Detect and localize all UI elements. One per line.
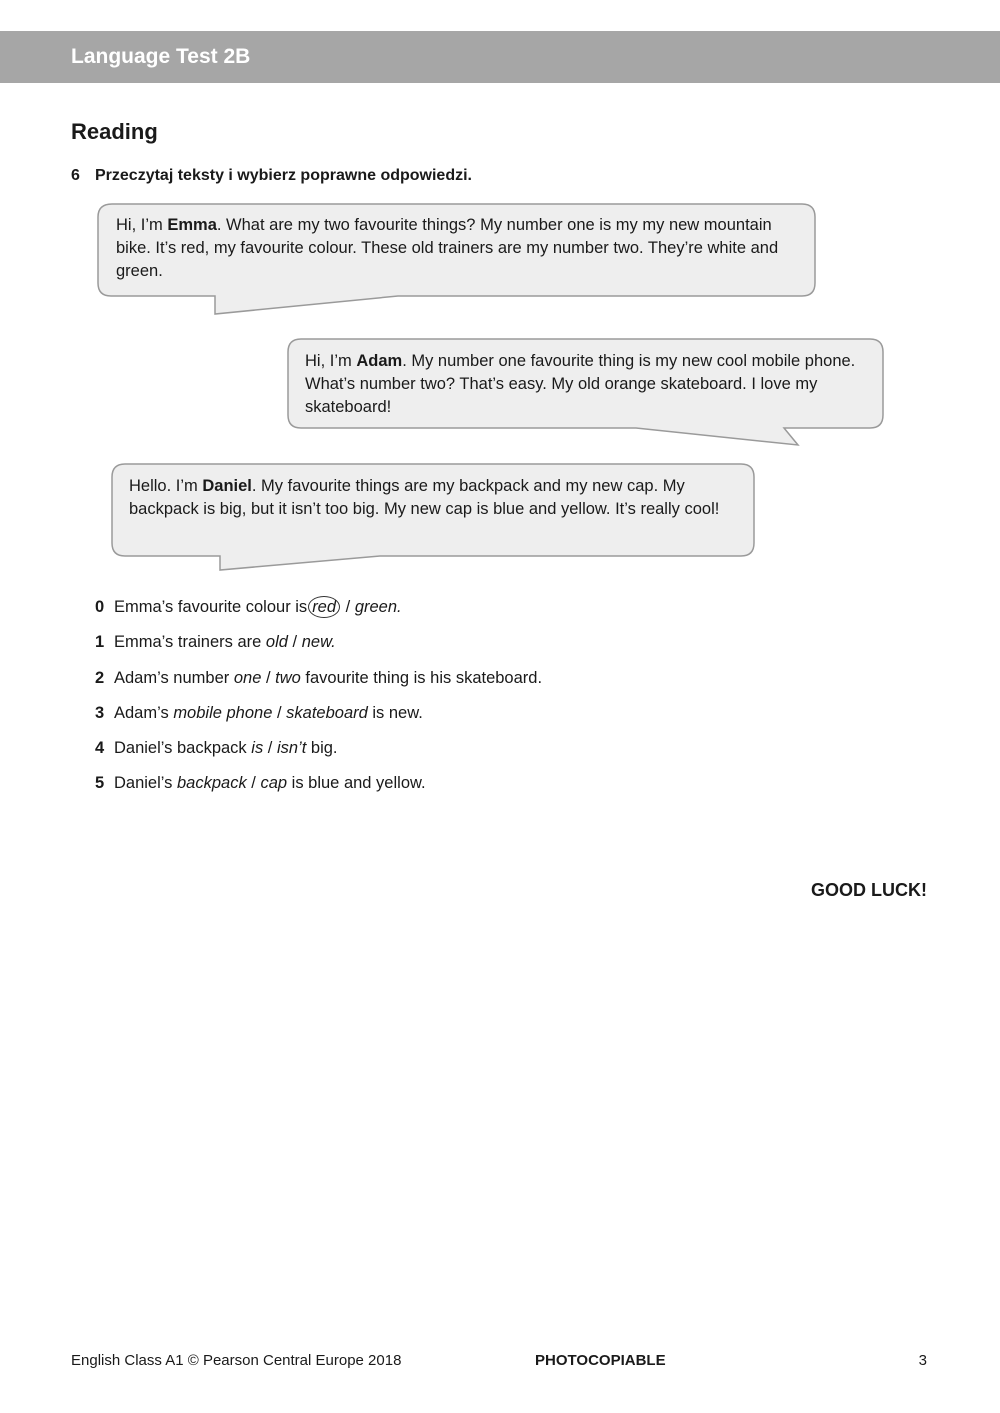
- answer-option[interactable]: one: [233, 668, 262, 687]
- page-number: 3: [918, 1352, 927, 1369]
- answer-option-selected[interactable]: red: [308, 596, 340, 618]
- question-item: 0 Emma’s favourite colour is red / green.: [95, 598, 402, 616]
- answer-option[interactable]: is: [251, 739, 264, 758]
- question-item: 4 Daniel’s backpack is / isn’t big.: [95, 739, 338, 758]
- speaker-name: Adam: [356, 352, 403, 370]
- question-item: 1 Emma’s trainers are old / new.: [95, 633, 336, 652]
- speech-bubble-adam: Hi, I’m Adam. My number one favourite thing is my new cool mobile phone. What’s number two? That’s easy. My old orange skateboard. I love my skateboard!: [305, 352, 856, 416]
- speech-bubble-daniel: Hello. I’m Daniel. My favourite things are my backpack and my new cap. My backpack is big, but it isn’t too big. My new cap is blue and yellow. It’s really cool!: [129, 477, 720, 518]
- question-item: 5 Daniel’s backpack / cap is blue and yellow.: [95, 774, 426, 793]
- footer-photocopiable: PHOTOCOPIABLE: [535, 1352, 666, 1369]
- exercise-number: 6: [71, 167, 80, 184]
- page-title: Language Test 2B: [71, 45, 251, 68]
- footer-copyright: English Class A1 © Pearson Central Europe 2018: [71, 1352, 402, 1369]
- speech-bubble-emma: Hi, I’m Emma. What are my two favourite things? My number one is my my new mountain bike. It’s red, my favourite colour. These old trainers are my number two. They’re white and green.: [116, 216, 779, 280]
- footer: [0, 1351, 1000, 1371]
- question-item: 2 Adam’s number one / two favourite thing is his skateboard.: [95, 668, 543, 687]
- answer-option[interactable]: green.: [354, 598, 402, 616]
- answer-option[interactable]: isn’t: [276, 739, 307, 758]
- answer-option[interactable]: cap: [260, 774, 288, 793]
- answer-option[interactable]: mobile phone: [173, 703, 273, 722]
- section-title: Reading: [71, 119, 158, 144]
- question-list: [95, 596, 542, 808]
- answer-option[interactable]: old: [265, 633, 288, 652]
- question-item: 3 Adam’s mobile phone / skateboard is new.: [95, 703, 423, 722]
- answer-option[interactable]: two: [275, 668, 301, 687]
- answer-option[interactable]: skateboard: [286, 703, 368, 722]
- speaker-name: Daniel: [202, 477, 252, 495]
- answer-option[interactable]: backpack: [176, 774, 247, 793]
- good-luck-text: GOOD LUCK!: [811, 880, 927, 900]
- instruction-text: Przeczytaj teksty i wybierz poprawne odpowiedzi.: [95, 167, 472, 184]
- speaker-name: Emma: [167, 216, 217, 234]
- answer-option[interactable]: new.: [301, 633, 336, 652]
